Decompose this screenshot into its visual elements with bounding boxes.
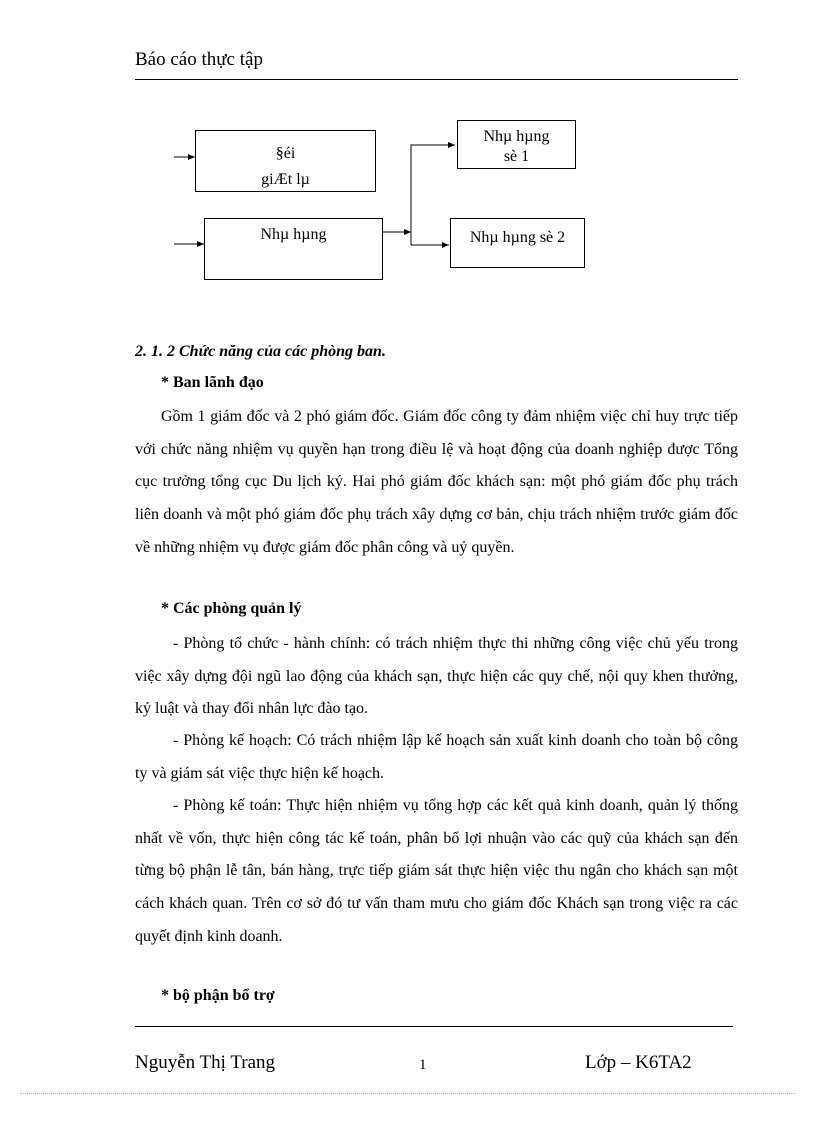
org-box-restaurant: [204, 218, 383, 280]
management-title: * Các phòng quản lý: [161, 600, 302, 617]
org-box-laundry-line1: §éi: [275, 145, 296, 162]
dept-planning-paragraph: - Phòng kế hoạch: Có trách nhiệm lập kế hoạch sản xuất kinh doanh cho toàn bộ công ty và giám sát việc thực hiện kế hoạch.: [135, 732, 738, 782]
header-title: Báo cáo thực tập: [135, 49, 263, 70]
page-edge-dotted-line: [20, 1093, 796, 1094]
org-box-laundry-line2: giÆt lµ: [261, 171, 310, 188]
org-box-restaurant-label: Nhµ hµng: [260, 226, 327, 243]
org-box-restaurant-2: [450, 218, 585, 268]
org-box-restaurant-1-line2: sè 1: [503, 148, 530, 165]
leadership-paragraph: Gồm 1 giám đốc và 2 phó giám đốc. Giám đốc công ty đảm nhiệm việc chỉ huy trực tiếp với chức năng nhiệm vụ quyền hạn trong điều lệ và hoạt động của doanh nghiệp được Tổng cục trưởng tổng cục Du lịch ký. Hai phó giám đốc khách sạn: một phó giám đốc phụ trách liên doanh và một phó giám đốc phụ trách xây dựng cơ bản, chịu trách nhiệm trước giám đốc về những nhiệm vụ được giám đốc phân công và uỷ quyền.: [135, 408, 738, 556]
org-box-restaurant-1-line1: Nhµ hµng: [483, 128, 550, 145]
org-box-restaurant-2-label: Nhµ hµng sè 2: [469, 229, 566, 246]
dept-accounting-paragraph: - Phòng kế toán: Thực hiện nhiệm vụ tổng hợp các kết quả kinh doanh, quản lý thống nhất về vốn, thực hiện công tác kế toán, phân bổ lợi nhuận vào các quỹ của khách sạn đến từng bộ phận lễ tân, bán hàng, trực tiếp giám sát thực hiện việc thu ngân cho khách sạn một cách khách quan. Trên cơ sở đó tư vấn tham mưu cho giám đốc Khách sạn trong việc ra các quyết định kinh doanh.: [135, 797, 738, 945]
dept-admin-paragraph: - Phòng tổ chức - hành chính: có trách nhiệm thực thi những công việc chủ yếu trong việc xây dựng đội ngũ lao động của khách sạn, thực hiện các quy chế, nội quy khen thưởng, kỷ luật và thay đổi nhân lực đào tạo.: [135, 635, 738, 718]
support-title: * bộ phận bổ trợ: [161, 987, 275, 1004]
footer-class: Lớp – K6TA2: [585, 1052, 692, 1073]
org-box-restaurant-1: [457, 120, 576, 169]
org-box-laundry: [195, 130, 376, 192]
footer-author: Nguyễn Thị Trang: [135, 1052, 276, 1073]
footer-divider: [135, 1026, 733, 1027]
footer-page-number: 1: [419, 1057, 427, 1073]
leadership-title: * Ban lãnh đạo: [161, 374, 264, 391]
org-diagram-connectors: [0, 0, 816, 300]
branch-to-box3: [411, 145, 455, 245]
section-heading: 2. 1. 2 Chức năng của các phòng ban.: [135, 343, 386, 360]
